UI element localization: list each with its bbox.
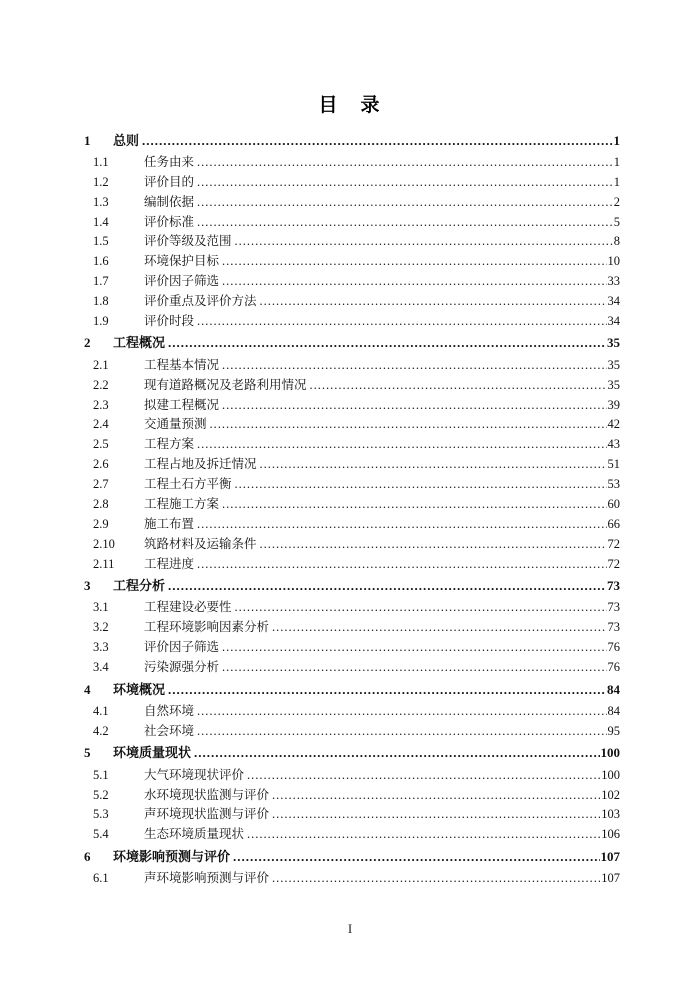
toc-entry — [84, 213, 620, 233]
toc-entry-page: 1 — [613, 132, 620, 148]
toc-dot-leader — [197, 153, 613, 173]
toc-entry-title: 评价时段 — [144, 314, 195, 329]
toc-dot-leader — [260, 292, 607, 312]
toc-dot-leader — [272, 869, 600, 889]
toc-entry — [84, 131, 620, 151]
toc-entry-title: 总则 — [113, 132, 140, 148]
toc-entry-page: 35 — [607, 335, 620, 351]
toc-entry — [84, 598, 620, 618]
toc-entry — [84, 153, 620, 173]
toc-dot-leader — [260, 535, 607, 555]
toc-dot-leader — [222, 638, 606, 658]
toc-entry-page: 34 — [607, 294, 620, 309]
toc-entry-number: 2.8 — [93, 497, 109, 512]
toc-entry-number: 3 — [84, 578, 91, 594]
toc-entry — [84, 312, 620, 332]
toc-entry-number: 1.2 — [93, 174, 109, 189]
toc-dot-leader — [310, 376, 607, 396]
toc-entry-title: 评价等级及范围 — [144, 234, 232, 249]
toc-entry-page: 60 — [607, 497, 620, 512]
toc-entry — [84, 618, 620, 638]
toc-dot-leader — [197, 213, 613, 233]
toc-entry-number: 1.5 — [93, 234, 109, 249]
toc-dot-leader — [222, 495, 606, 515]
toc-entry-number: 4.2 — [93, 723, 109, 738]
toc-entry-title: 编制依据 — [144, 194, 195, 209]
toc-dot-leader — [197, 722, 606, 742]
toc-entry-number: 6.1 — [93, 871, 109, 886]
toc-dot-leader — [222, 396, 606, 416]
toc-entry-title: 拟建工程概况 — [144, 397, 220, 412]
toc-entry-number: 3.1 — [93, 600, 109, 615]
toc-entry-title: 施工布置 — [144, 516, 195, 531]
toc-entry-number: 1.9 — [93, 314, 109, 329]
toc-dot-leader — [233, 847, 599, 867]
toc-entry-title: 环境保护目标 — [144, 254, 220, 269]
toc-entry — [84, 252, 620, 272]
toc-entry-page: 102 — [601, 787, 620, 802]
toc-dot-leader — [272, 618, 606, 638]
toc-entry — [84, 396, 620, 416]
toc-dot-leader — [272, 786, 600, 806]
toc-entry-number: 1.7 — [93, 274, 109, 289]
toc-entry-number: 1 — [84, 132, 91, 148]
toc-entry-number: 5.4 — [93, 827, 109, 842]
toc-entry-page: 42 — [607, 417, 620, 432]
toc-entry-title: 工程环境影响因素分析 — [144, 620, 270, 635]
toc-entry — [84, 825, 620, 845]
toc-entry-page: 73 — [607, 620, 620, 635]
toc-entry — [84, 272, 620, 292]
toc-entry-number: 2.11 — [93, 556, 115, 571]
toc-entry — [84, 356, 620, 376]
toc-entry-page: 66 — [607, 516, 620, 531]
toc-dot-leader — [194, 743, 599, 763]
toc-entry — [84, 435, 620, 455]
toc-entry-number: 2.9 — [93, 516, 109, 531]
toc-entry-title: 环境影响预测与评价 — [113, 848, 231, 864]
toc-entry-page: 100 — [600, 745, 620, 761]
toc-dot-leader — [222, 356, 606, 376]
toc-entry-title: 社会环境 — [144, 723, 195, 738]
toc-entry-page: 33 — [607, 274, 620, 289]
toc-entry-number: 1.3 — [93, 194, 109, 209]
toc-dot-leader — [197, 312, 606, 332]
toc-entry — [84, 515, 620, 535]
toc-entry-title: 工程建设必要性 — [144, 600, 232, 615]
toc-entry-title: 评价因子筛选 — [144, 274, 220, 289]
toc-entry-title: 环境质量现状 — [113, 745, 192, 761]
toc-entry — [84, 292, 620, 312]
toc-entry-page: 73 — [607, 578, 620, 594]
toc-entry-title: 评价重点及评价方法 — [144, 294, 257, 309]
toc-entry-page: 107 — [601, 871, 620, 886]
toc-entry-page: 43 — [607, 437, 620, 452]
toc-dot-leader — [142, 131, 612, 151]
toc-dot-leader — [247, 766, 600, 786]
toc-entry-number: 4.1 — [93, 703, 109, 718]
toc-entry — [84, 415, 620, 435]
toc-dot-leader — [197, 193, 613, 213]
toc-entry-page: 34 — [607, 314, 620, 329]
toc-dot-leader — [197, 515, 606, 535]
toc-entry — [84, 658, 620, 678]
toc-entry-number: 3.3 — [93, 640, 109, 655]
toc-entry-number: 4 — [84, 681, 91, 697]
toc-entry — [84, 680, 620, 700]
toc-entry-page: 35 — [607, 357, 620, 372]
toc-entry-page: 106 — [601, 827, 620, 842]
toc-entry-number: 2.7 — [93, 477, 109, 492]
toc-entry-title: 大气环境现状评价 — [144, 767, 245, 782]
toc-dot-leader — [235, 232, 613, 252]
toc-entry — [84, 766, 620, 786]
toc-dot-leader — [235, 598, 607, 618]
toc-entry-title: 任务由来 — [144, 154, 195, 169]
toc-entry — [84, 333, 620, 353]
toc-entry — [84, 193, 620, 213]
toc-entry — [84, 455, 620, 475]
toc-entry-number: 1.6 — [93, 254, 109, 269]
toc-dot-leader — [197, 555, 606, 575]
toc-entry-number: 5.1 — [93, 767, 109, 782]
toc-entry-title: 交通量预测 — [144, 417, 207, 432]
toc-entry-page: 51 — [607, 457, 620, 472]
toc-entry-number: 5.3 — [93, 807, 109, 822]
toc-dot-leader — [272, 805, 600, 825]
toc-entry-page: 95 — [607, 723, 620, 738]
toc-entry-number: 2.4 — [93, 417, 109, 432]
toc-entry-number: 2.3 — [93, 397, 109, 412]
toc-entry-page: 1 — [613, 174, 620, 189]
toc-entry — [84, 576, 620, 596]
toc-entry-page: 107 — [600, 848, 620, 864]
toc-entry-page: 84 — [607, 703, 620, 718]
toc-entry-title: 筑路材料及运输条件 — [144, 536, 257, 551]
toc-entry-number: 1.1 — [93, 154, 109, 169]
toc-entry-page: 72 — [607, 556, 620, 571]
toc-entry-number: 2.5 — [93, 437, 109, 452]
toc-entry — [84, 376, 620, 396]
footer-page-number: I — [347, 921, 353, 936]
toc-dot-leader — [197, 173, 613, 193]
toc-dot-leader — [168, 576, 606, 596]
toc-entry — [84, 869, 620, 889]
toc-dot-leader — [247, 825, 600, 845]
toc-entry-title: 工程土石方平衡 — [144, 477, 232, 492]
toc-entry-title: 自然环境 — [144, 703, 195, 718]
toc-dot-leader — [168, 680, 606, 700]
toc-entry — [84, 805, 620, 825]
page-title: 目 录 — [318, 95, 382, 116]
toc-list — [84, 129, 620, 889]
toc-entry — [84, 638, 620, 658]
toc-entry — [84, 555, 620, 575]
toc-entry-number: 6 — [84, 848, 91, 864]
toc-entry-title: 污染源强分析 — [144, 660, 220, 675]
toc-entry-page: 35 — [607, 377, 620, 392]
toc-entry-page: 84 — [607, 681, 620, 697]
toc-entry-number: 2.6 — [93, 457, 109, 472]
toc-entry-number: 1.8 — [93, 294, 109, 309]
toc-entry-page: 1 — [613, 154, 620, 169]
toc-entry-title: 工程占地及拆迁情况 — [144, 457, 257, 472]
toc-entry-title: 评价因子筛选 — [144, 640, 220, 655]
toc-entry — [84, 173, 620, 193]
toc-entry-number: 3.2 — [93, 620, 109, 635]
toc-entry-page: 73 — [607, 600, 620, 615]
toc-entry-number: 2.10 — [93, 536, 115, 551]
toc-entry-title: 生态环境质量现状 — [144, 827, 245, 842]
toc-entry-number: 2.1 — [93, 357, 109, 372]
toc-dot-leader — [222, 272, 606, 292]
toc-entry-page: 76 — [607, 660, 620, 675]
toc-dot-leader — [222, 252, 606, 272]
toc-dot-leader — [260, 455, 607, 475]
toc-entry-page: 103 — [601, 807, 620, 822]
toc-entry — [84, 847, 620, 867]
toc-entry-page: 100 — [601, 767, 620, 782]
toc-entry-number: 2.2 — [93, 377, 109, 392]
toc-entry — [84, 495, 620, 515]
toc-entry — [84, 722, 620, 742]
toc-entry-title: 工程分析 — [113, 578, 166, 594]
toc-entry-title: 水环境现状监测与评价 — [144, 787, 270, 802]
toc-entry-page: 8 — [613, 234, 620, 249]
toc-entry — [84, 702, 620, 722]
toc-dot-leader — [235, 475, 607, 495]
toc-entry — [84, 786, 620, 806]
toc-entry-title: 评价标准 — [144, 214, 195, 229]
toc-entry — [84, 475, 620, 495]
toc-entry-page: 53 — [607, 477, 620, 492]
toc-entry-title: 环境概况 — [113, 681, 166, 697]
toc-entry-number: 3.4 — [93, 660, 109, 675]
toc-entry-number: 1.4 — [93, 214, 109, 229]
toc-entry-page: 39 — [607, 397, 620, 412]
toc-entry — [84, 743, 620, 763]
toc-entry-number: 5 — [84, 745, 91, 761]
toc-entry-page: 72 — [607, 536, 620, 551]
toc-dot-leader — [210, 415, 607, 435]
toc-entry-page: 2 — [613, 194, 620, 209]
toc-entry-page: 10 — [607, 254, 620, 269]
toc-entry-title: 工程方案 — [144, 437, 195, 452]
toc-entry-title: 工程施工方案 — [144, 497, 220, 512]
toc-dot-leader — [197, 702, 606, 722]
toc-entry-number: 2 — [84, 335, 91, 351]
toc-dot-leader — [197, 435, 606, 455]
toc-dot-leader — [222, 658, 606, 678]
toc-entry-title: 工程进度 — [144, 556, 195, 571]
toc-entry-page: 76 — [607, 640, 620, 655]
toc-entry-title: 声环境影响预测与评价 — [144, 871, 270, 886]
toc-entry — [84, 535, 620, 555]
toc-entry-title: 声环境现状监测与评价 — [144, 807, 270, 822]
toc-entry-title: 现有道路概况及老路利用情况 — [144, 377, 307, 392]
toc-entry-page: 5 — [613, 214, 620, 229]
toc-entry-number: 5.2 — [93, 787, 109, 802]
toc-entry-title: 工程概况 — [113, 335, 166, 351]
toc-entry — [84, 232, 620, 252]
toc-entry-title: 评价目的 — [144, 174, 195, 189]
toc-dot-leader — [168, 333, 606, 353]
toc-entry-title: 工程基本情况 — [144, 357, 220, 372]
